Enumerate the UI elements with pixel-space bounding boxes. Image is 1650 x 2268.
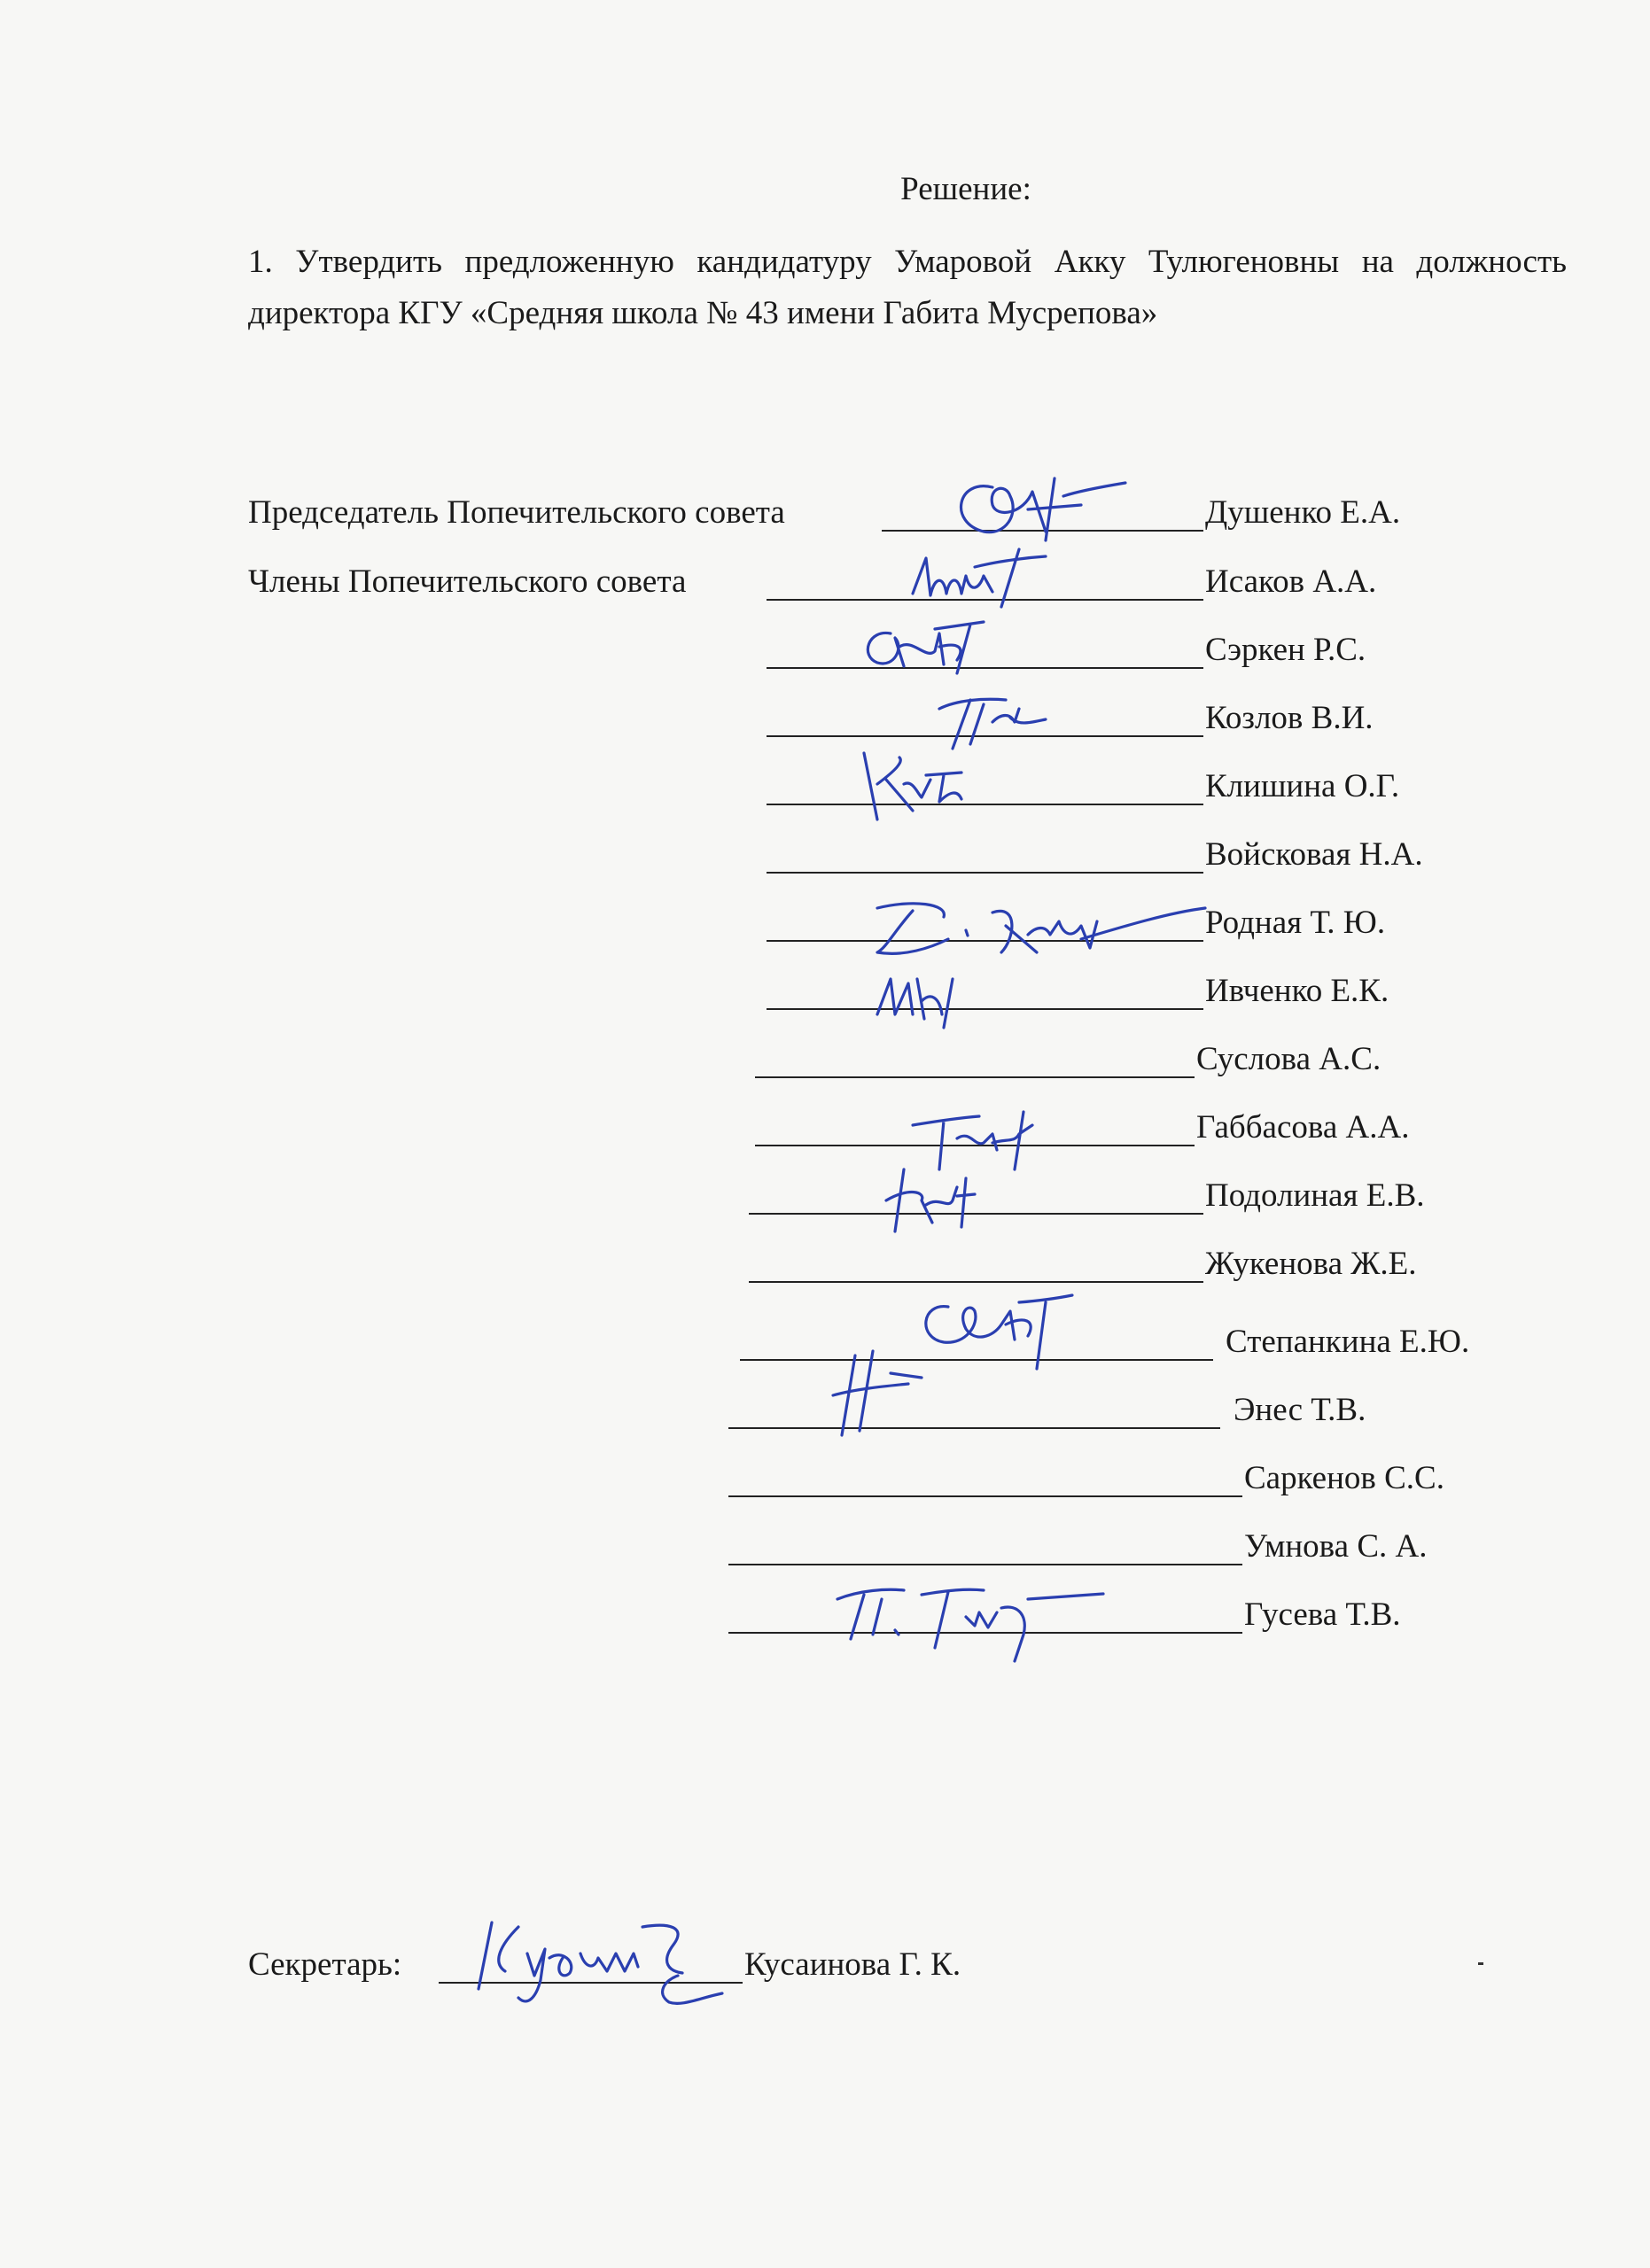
signature-member xyxy=(922,673,1055,753)
signature-member xyxy=(877,1161,1010,1240)
member-name: Суслова А.С. xyxy=(1196,1041,1381,1077)
secretary-label: Секретарь: xyxy=(248,1946,402,1983)
member-name: Клишина О.Г. xyxy=(1205,768,1400,804)
signature-member xyxy=(824,1573,1108,1670)
member-name: Энес Т.В. xyxy=(1234,1392,1366,1428)
member-name: Саркенов С.С. xyxy=(1244,1460,1444,1496)
members-label: Члены Попечительского совета xyxy=(248,563,687,600)
member-signature-line xyxy=(755,1076,1195,1078)
signature-member xyxy=(851,611,1001,682)
member-name: Родная Т. Ю. xyxy=(1205,905,1386,941)
member-name: Козлов В.И. xyxy=(1205,700,1374,736)
member-signature-line xyxy=(767,872,1203,874)
decision-heading: Решение: xyxy=(900,171,1031,207)
member-name: Жукенова Ж.Е. xyxy=(1205,1246,1417,1282)
chairman-label: Председатель Попечительского совета xyxy=(248,494,785,531)
member-name: Исаков А.А. xyxy=(1205,563,1377,600)
member-name: Гусева Т.В. xyxy=(1244,1596,1401,1633)
member-name: Умнова С. А. xyxy=(1244,1528,1428,1565)
signature-member xyxy=(820,1347,935,1444)
signature-member xyxy=(895,540,1063,611)
member-signature-line xyxy=(728,1564,1242,1565)
stray-mark xyxy=(1478,1962,1483,1965)
decision-text: 1. Утвердить предложенную кандидатуру Умаровой Акку Тулюгеновны на должность директора КГУ «Средняя школа № 43 имени Габита Мусрепова» xyxy=(248,244,1567,331)
member-name: Габбасова А.А. xyxy=(1196,1109,1410,1146)
member-signature-line xyxy=(728,1427,1220,1429)
secretary-name: Кусаинова Г. К. xyxy=(744,1946,961,1983)
member-name: Сэркен Р.С. xyxy=(1205,632,1366,668)
signature-member xyxy=(860,886,1214,966)
chairman-name: Душенко Е.А. xyxy=(1205,494,1401,531)
signature-secretary xyxy=(465,1909,731,2016)
member-name: Войсковая Н.А. xyxy=(1205,836,1423,873)
member-name: Подолиная Е.В. xyxy=(1205,1177,1425,1214)
signature-member xyxy=(864,966,988,1037)
member-name: Степанкина Е.Ю. xyxy=(1226,1324,1470,1360)
signature-chairman xyxy=(922,461,1134,549)
signature-member xyxy=(851,744,992,824)
member-name: Ивченко Е.К. xyxy=(1205,973,1389,1009)
member-signature-line xyxy=(728,1495,1242,1497)
member-signature-line xyxy=(749,1281,1203,1283)
